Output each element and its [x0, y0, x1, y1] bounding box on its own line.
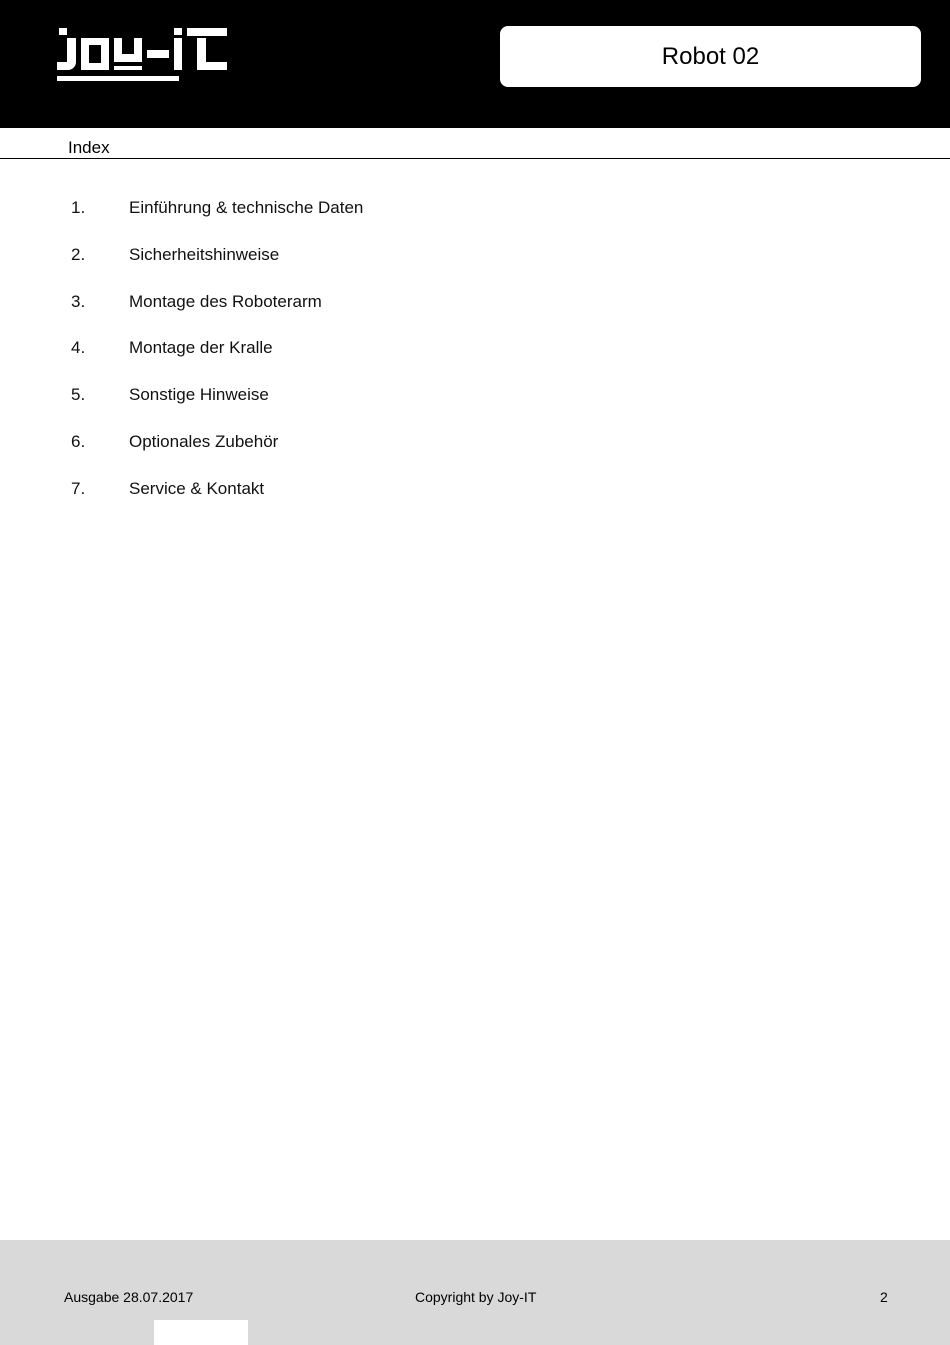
toc-item[interactable] [0, 333, 950, 380]
document-title: Robot 02 [661, 42, 760, 70]
toc-item-title: Sicherheitshinweise [129, 244, 280, 264]
copyright-notice: Copyright by Joy-IT [415, 1289, 537, 1305]
toc-item[interactable] [0, 474, 950, 521]
toc-item-title: Einführung & technische Daten [129, 198, 364, 217]
toc-item-title: Sonstige Hinweise [129, 385, 269, 405]
page-header [0, 0, 950, 128]
document-title-box [500, 26, 921, 87]
toc-item-title: Optionales Zubehör [129, 431, 279, 451]
section-label: Index [68, 138, 110, 157]
edition-date: Ausgabe 28.07.2017 [64, 1289, 194, 1305]
page-number: 2 [880, 1289, 888, 1305]
joy-it-logo [57, 26, 232, 86]
page-footer [0, 1240, 950, 1345]
toc-item-number: 2. [71, 244, 86, 264]
toc-item[interactable] [0, 287, 950, 334]
toc-item[interactable] [0, 427, 950, 474]
toc-item[interactable] [0, 380, 950, 427]
toc-item[interactable] [0, 240, 950, 287]
section-divider [0, 158, 950, 159]
table-of-contents [0, 193, 950, 521]
toc-item-title: Montage der Kralle [129, 338, 273, 358]
toc-item-title: Service & Kontakt [129, 478, 265, 498]
toc-item-number: 6. [71, 431, 86, 451]
toc-item-number: 3. [71, 291, 86, 311]
toc-item[interactable] [0, 193, 950, 240]
toc-item-number: 5. [71, 385, 86, 405]
toc-item-number: 7. [71, 478, 86, 498]
toc-item-number: 4. [71, 338, 86, 358]
toc-item-number: 1. [71, 198, 86, 217]
toc-item-title: Montage des Roboterarm [129, 291, 322, 311]
footer-strip [154, 1320, 248, 1345]
